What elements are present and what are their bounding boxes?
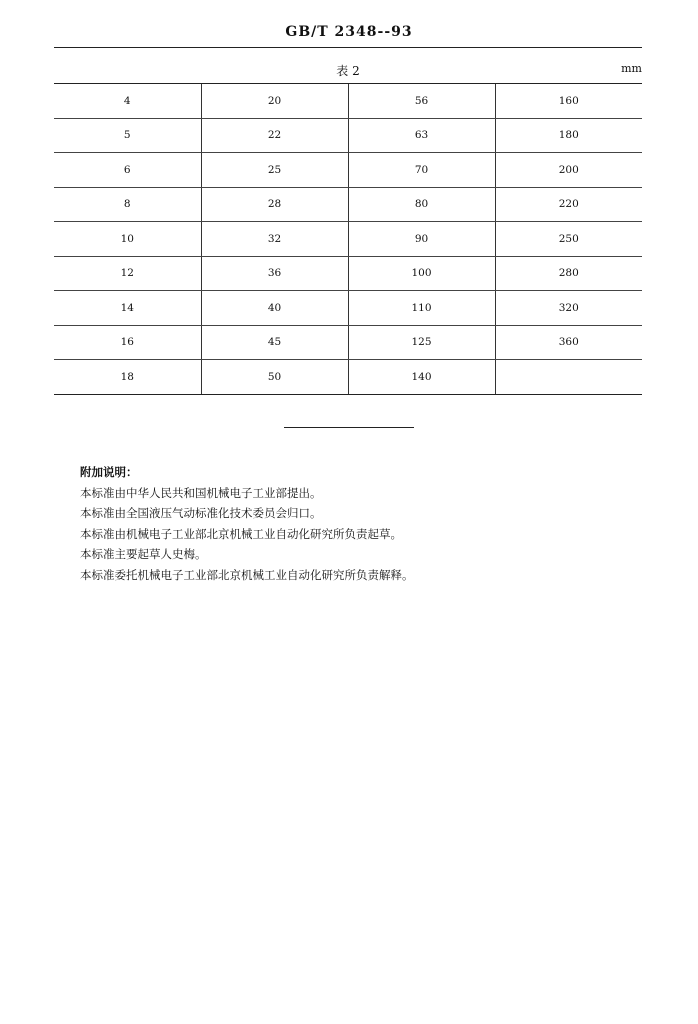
- additional-notes: [80, 462, 640, 585]
- end-rule: [284, 427, 414, 428]
- document-code: GB/T 2348--93: [285, 24, 413, 40]
- table-cell: 32: [201, 222, 348, 257]
- table-cell: 4: [54, 84, 201, 119]
- table-row: [54, 153, 642, 188]
- table-row: [54, 222, 642, 257]
- table-cell: 100: [348, 256, 495, 291]
- table-cell: 36: [201, 256, 348, 291]
- table-caption: [54, 62, 642, 78]
- table-cell: 250: [495, 222, 642, 257]
- table-cell: 280: [495, 256, 642, 291]
- table-cell: 70: [348, 153, 495, 188]
- notes-line: 本标准由中华人民共和国机械电子工业部提出。: [80, 485, 322, 500]
- table-cell: 5: [54, 118, 201, 153]
- table-cell: 320: [495, 291, 642, 326]
- table-cell: 50: [201, 360, 348, 395]
- notes-heading: 附加说明：: [80, 465, 138, 479]
- table-cell: 220: [495, 187, 642, 222]
- table-unit: mm: [621, 62, 642, 75]
- table-cell: 63: [348, 118, 495, 153]
- table-cell: 180: [495, 118, 642, 153]
- table-row: [54, 187, 642, 222]
- table-cell: 6: [54, 153, 201, 188]
- table-row: [54, 291, 642, 326]
- size-table: [54, 83, 642, 395]
- table-cell: 20: [201, 84, 348, 119]
- table-cell: 28: [201, 187, 348, 222]
- table-cell: 40: [201, 291, 348, 326]
- table-cell: 140: [348, 360, 495, 395]
- notes-line: 本标准委托机械电子工业部北京机械工业自动化研究所负责解释。: [80, 567, 414, 582]
- table-row: [54, 84, 642, 119]
- table-cell: 16: [54, 325, 201, 360]
- table-cell: 110: [348, 291, 495, 326]
- notes-line: 本标准主要起草人史梅。: [80, 547, 207, 561]
- table-row: [54, 360, 642, 395]
- table-row: [54, 256, 642, 291]
- table-cell: 14: [54, 291, 201, 326]
- table-cell: 200: [495, 153, 642, 188]
- table-cell: 360: [495, 325, 642, 360]
- table-cell: 10: [54, 222, 201, 257]
- table-cell: 125: [348, 325, 495, 360]
- notes-line: 本标准由机械电子工业部北京机械工业自动化研究所负责起草。: [80, 526, 402, 541]
- table-cell: 25: [201, 153, 348, 188]
- table-cell: 8: [54, 187, 201, 222]
- table-cell: 22: [201, 118, 348, 153]
- table-row: [54, 325, 642, 360]
- table-cell: 45: [201, 325, 348, 360]
- table-title: 表 2: [336, 64, 360, 78]
- table-row: [54, 118, 642, 153]
- table-cell: 80: [348, 187, 495, 222]
- table-cell: 56: [348, 84, 495, 119]
- table-cell: [495, 360, 642, 395]
- table-cell: 18: [54, 360, 201, 395]
- notes-line: 本标准由全国液压气动标准化技术委员会归口。: [80, 506, 322, 520]
- header-rule: [54, 47, 642, 48]
- table-cell: 160: [495, 84, 642, 119]
- table-cell: 90: [348, 222, 495, 257]
- table-cell: 12: [54, 256, 201, 291]
